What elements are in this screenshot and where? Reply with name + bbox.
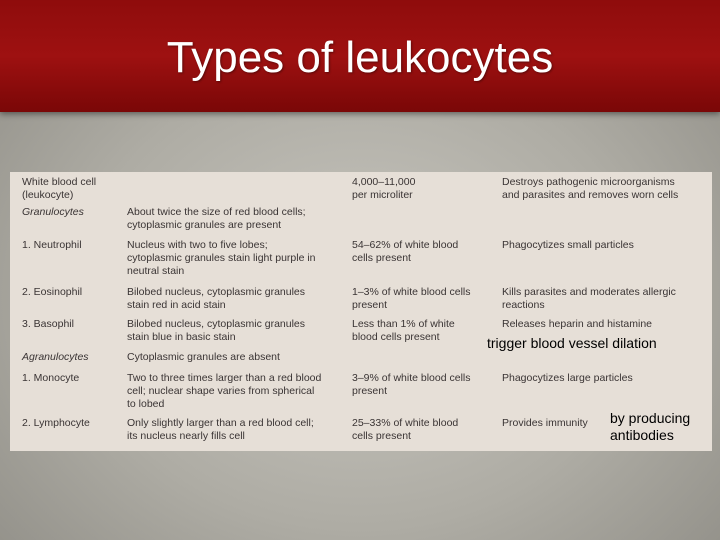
table-cell-description: Two to three times larger than a red blood cell; nuclear shape varies from spherical to lobed [127, 372, 322, 410]
table-cell-name: Agranulocytes [22, 351, 89, 363]
table-cell-name: 2. Lymphocyte [22, 417, 90, 429]
table-cell-count: 3–9% of white blood cells present [352, 372, 471, 397]
table-cell-description: About twice the size of red blood cells; cytoplasmic granules are present [127, 206, 306, 231]
lymphocyte-note: by producing antibodies [610, 410, 691, 443]
basophil-note: trigger blood vessel dilation [487, 335, 657, 351]
table-cell-function: Kills parasites and moderates allergic reactions [502, 286, 676, 311]
table-cell-name: 1. Monocyte [22, 372, 80, 384]
table-cell-function: Provides immunity [502, 417, 588, 429]
table-cell-count: 25–33% of white blood cells present [352, 417, 459, 442]
table-cell-name: White blood cell (leukocyte) [22, 176, 97, 201]
table-cell-name: Granulocytes [22, 206, 84, 218]
table-cell-count: 4,000–11,000 per microliter [352, 176, 416, 201]
table-cell-description: Only slightly larger than a red blood cell; its nucleus nearly fills cell [127, 417, 314, 442]
table-cell-description: Bilobed nucleus, cytoplasmic granules stain blue in basic stain [127, 318, 306, 343]
slide-title: Types of leukocytes [166, 33, 554, 82]
table-cell-function: Destroys pathogenic microorganisms and parasites and removes worn cells [502, 176, 679, 201]
table-cell-function: Phagocytizes large particles [502, 372, 633, 384]
table-cell-name: 1. Neutrophil [22, 239, 82, 251]
table-cell-function: Releases heparin and histamine [502, 318, 653, 330]
table-cell-description: Bilobed nucleus, cytoplasmic granules stain red in acid stain [127, 286, 306, 311]
table-cell-count: 1–3% of white blood cells present [352, 286, 471, 311]
table-cell-count: Less than 1% of white blood cells present [352, 318, 455, 343]
table-cell-description: Nucleus with two to five lobes; cytoplasmic granules stain light purple in neutral stain [127, 239, 316, 277]
leukocyte-table [10, 172, 712, 451]
table-cell-name: 2. Eosinophil [22, 286, 83, 298]
table-cell-name: 3. Basophil [22, 318, 74, 330]
table-cell-function: Phagocytizes small particles [502, 239, 634, 251]
table-cell-description: Cytoplasmic granules are absent [127, 351, 280, 363]
table-cell-count: 54–62% of white blood cells present [352, 239, 459, 264]
